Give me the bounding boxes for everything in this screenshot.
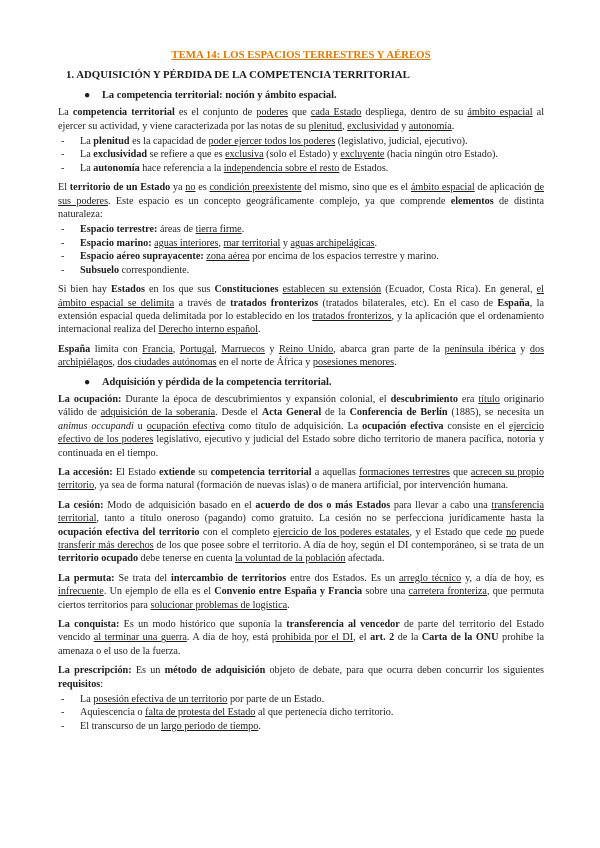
page-title: TEMA 14: LOS ESPACIOS TERRESTRES Y AÉREOS (171, 49, 431, 61)
dash-icon: - (61, 162, 65, 174)
list-item: - La autonomía hace referencia a la independencia sobre el resto de Estados. (61, 162, 389, 174)
list-item: - Espacio marino: aguas interiores, mar territorial y aguas archipelágicas. (61, 237, 378, 249)
list-elementos (58, 223, 544, 277)
list-item: - Subsuelo correspondiente. (61, 264, 190, 276)
paragraph-cesion: La cesión: Modo de adquisición basado en el acuerdo de dos o más Estados para llevar a cabo una transferencia territorial, tanto a título oneroso (pagando) como gratuito. La cesión no se perfecciona jurídicamente hasta la ocupación efectiva del territorio con el completo ejercicio de los poderes estatales, y el Estado que cede no puede transferir más derechos de los que posee sobre el territorio. A día de hoy, según el DI contemporáneo, si se trata de un territorio ocupado debe tenerse en cuenta la voluntad de la población afectada. (58, 499, 545, 565)
list-item: - Aquiescencia o falta de protesta del Estado al que pertenecía dicho territorio. (61, 707, 394, 719)
list-item: - La plenitud es la capacidad de poder ejercer todos los poderes (legislativo, judicial, ejecutivo). (61, 136, 468, 148)
list-item: - La posesión efectiva de un territorio por parte de un Estado. (61, 694, 325, 706)
list-item: - Espacio aéreo suprayacente: zona aérea por encima de los espacios terrestre y marino. (61, 251, 439, 263)
bullet-icon: ● (84, 89, 91, 101)
subsection-heading-text: La competencia territorial: noción y ámbito espacial. (102, 89, 337, 101)
paragraph-accesion: La accesión: El Estado extiende su competencia territorial a aquellas formaciones terrestres que acrecen su propio territorio, ya sea de forma natural (formación de nuevas islas) o de manera artificial, por intervención humana. (58, 466, 545, 492)
subsection-heading-adquisicion (84, 376, 544, 389)
dash-icon: - (61, 237, 65, 249)
dash-icon: - (61, 707, 65, 719)
section-heading: 1. ADQUISICIÓN Y PÉRDIDA DE LA COMPETENCIA TERRITORIAL (66, 69, 410, 82)
dash-icon: - (61, 264, 65, 276)
subsection-heading-competencia (84, 89, 544, 102)
list-item: - La exclusividad se refiere a que es exclusiva (solo el Estado) y excluyente (hacia ningún otro Estado). (61, 149, 498, 161)
paragraph-ocupacion: La ocupación: Durante la época de descubrimientos y expansión colonial, el descubrimiento era título originario válido de adquisición de la soberanía. Desde el Acta General de la Conferencia de Berlín (1885), se necesita un animus occupandi u ocupación efectiva como título de adquisición. La ocupación efectiva consiste en el ejercicio efectivo de los poderes legislativo, ejecutivo y judicial del Estado sobre dicho territorio de manera pacífica, notoria y continuada en el tiempo. (58, 393, 545, 459)
paragraph-permuta: La permuta: Se trata del intercambio de territorios entre dos Estados. Es un arreglo técnico y, a día de hoy, es infrecuente. Un ejemplo de ella es el Convenio entre España y Francia sobre una carretera fronteriza, que permuta ciertos territorios para solucionar problemas de logística. (58, 572, 544, 611)
list-requisitos (58, 693, 544, 733)
dash-icon: - (61, 720, 65, 732)
subsection-heading-text: Adquisición y pérdida de la competencia territorial. (102, 376, 332, 388)
document-page (58, 49, 544, 739)
paragraph-competencia: La competencia territorial es el conjunto de poderes que cada Estado despliega, dentro de su ámbito espacial al ejercer su actividad, y viene caracterizada por las notas de su plenitud, exclusividad y autonomía. (58, 107, 545, 132)
paragraph-constituciones: Si bien hay Estados en los que sus Constituciones establecen su extensión (Ecuador, Costa Rica). En general, el ámbito espacial se delimita a través de tratados fronterizos (tratados bilaterales, etc). En el caso de España, la extensión espacial queda delimitada por lo establecido en los tratados fronterizos, y la aplicación que el ordenamiento internacional realiza del Derecho interno español. (58, 284, 545, 336)
dash-icon: - (61, 149, 65, 161)
dash-icon: - (61, 224, 65, 236)
list-notas (58, 135, 544, 175)
paragraph-prescripcion: La prescripción: Es un método de adquisición objeto de debate, para que ocurra deben concurrir los siguientes requisitos: (58, 665, 544, 690)
paragraph-conquista: La conquista: Es un modo histórico que suponía la transferencia al vencedor de parte del territorio del Estado vencido al terminar una guerra. A día de hoy, está prohibida por el DI, el art. 2 de la Carta de la ONU prohíbe la amenaza o el uso de la fuerza. (58, 619, 544, 657)
dash-icon: - (61, 251, 65, 263)
list-item: - El transcurso de un largo periodo de tiempo. (61, 720, 261, 732)
paragraph-espana: España limita con Francia, Portugal, Marruecos y Reino Unido, abarca gran parte de la península ibérica y dos archipiélagos, dos ciudades autónomas en el norte de África y posesiones menores. (58, 343, 545, 369)
paragraph-territorio: El territorio de un Estado ya no es condición preexistente del mismo, sino que es el ámbito espacial de aplicación de sus poderes. Este espacio es un concepto geográficamente complejo, ya que comprende elementos de distinta naturaleza: (58, 182, 544, 221)
dash-icon: - (61, 136, 65, 148)
dash-icon: - (61, 694, 65, 706)
list-item: - Espacio terrestre: áreas de tierra firme. (61, 224, 245, 236)
bullet-icon: ● (84, 376, 91, 388)
